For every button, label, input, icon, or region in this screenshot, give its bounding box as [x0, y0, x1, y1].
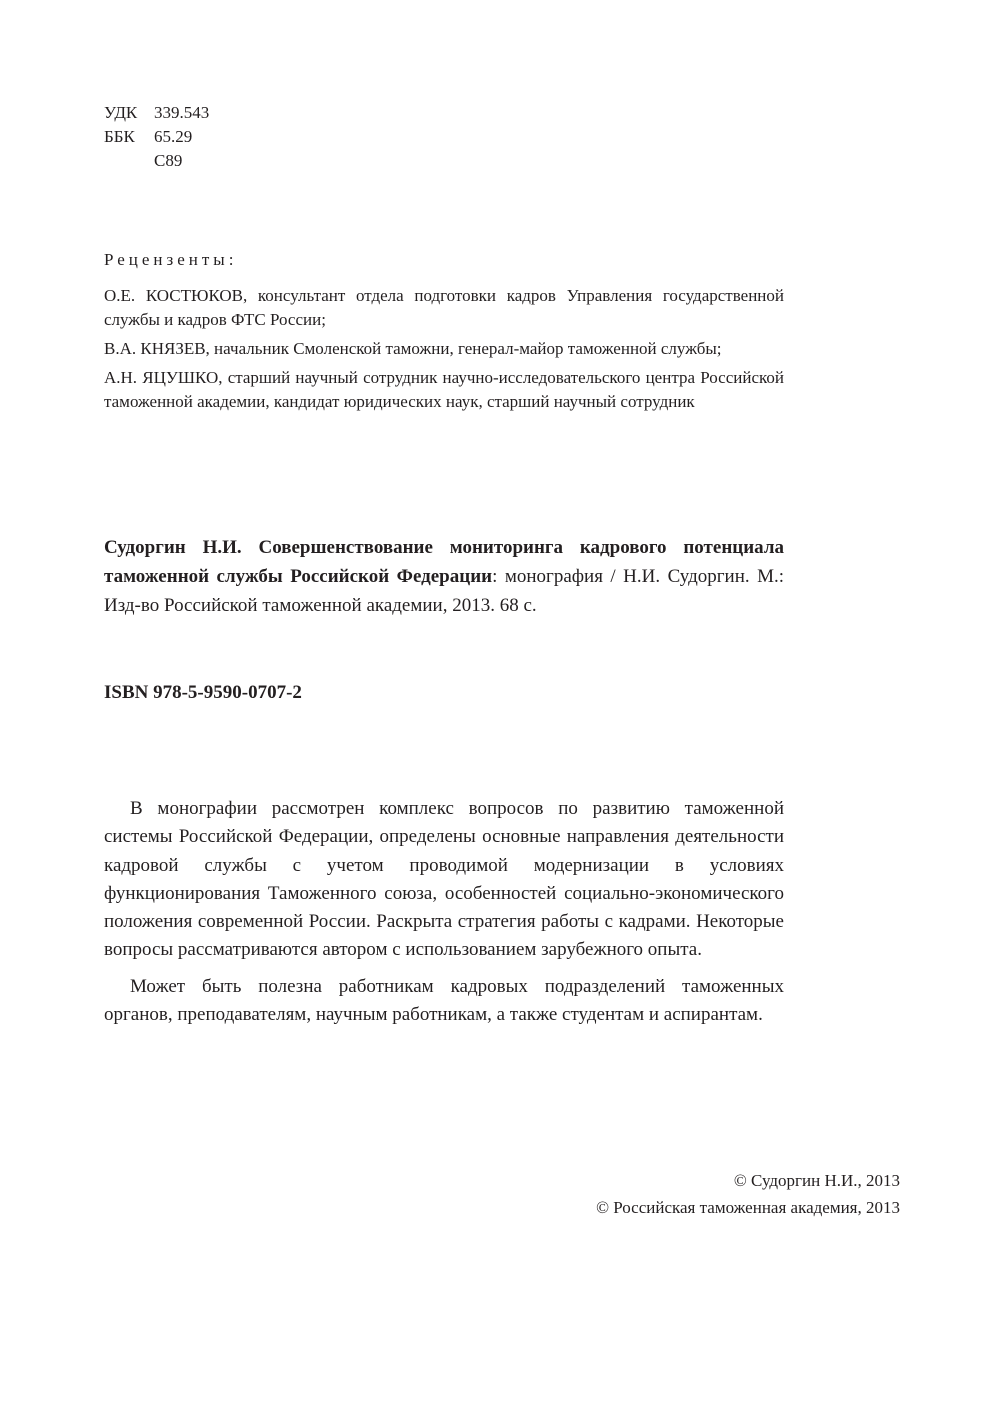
copyright-notice [596, 1167, 900, 1221]
reviewers-section [104, 248, 784, 419]
abstract-paragraph: В монографии рассмотрен комплекс вопросов по развитию таможенной системы Российской Федерации, определены основные направления деятельности кадровой службы с учетом проводимой модернизации в условиях функционирования Таможенного союза, особенностей социально-экономического положения современной России. Раскрыта стратегия работы с кадрами. Некоторые вопросы рассматриваются автором с использованием зарубежного опыта. [104, 798, 784, 961]
udk-label: УДК [104, 103, 138, 122]
bbk-label: ББК [104, 127, 135, 146]
bbk-value: 65.29 [154, 127, 193, 146]
abstract [104, 795, 784, 1037]
author-mark: С89 [154, 151, 183, 170]
reviewers-title: Рецензенты: [104, 250, 238, 269]
udk-value: 339.543 [154, 103, 210, 122]
reviewer-item: О.Е. КОСТЮКОВ, консультант отдела подготовки кадров Управления государственной службы и кадров ФТС России; [104, 286, 784, 329]
udk-row [104, 101, 784, 125]
book-title: Судоргин Н.И. Совершенствование мониторинга кадрового потенциала таможенной службы Российской Федерации [104, 537, 784, 587]
abstract-paragraph: Может быть полезна работникам кадровых подразделений таможенных органов, преподавателям, научным работникам, а также студентам и аспирантам. [104, 975, 784, 1026]
bibliographic-details: : монография / Н.И. Судоргин. М.: Изд-во Российской таможенной академии, 2013. 68 с. [104, 566, 784, 616]
reviewer-item: В.А. КНЯЗЕВ, начальник Смоленской таможни, генерал-майор таможенной службы; [104, 339, 722, 358]
copyright-publisher: © Российская таможенная академия, 2013 [596, 1198, 900, 1217]
bbk-row [104, 125, 784, 149]
copyright-author: © Судоргин Н.И., 2013 [733, 1171, 900, 1190]
classification-codes [104, 101, 784, 173]
reviewer-item: А.Н. ЯЦУШКО, старший научный сотрудник научно-исследовательского центра Российской таможенной академии, кандидат юридических наук, старший научный сотрудник [104, 368, 784, 411]
isbn: ISBN 978-5-9590-0707-2 [104, 682, 302, 703]
bibliographic-description [104, 533, 784, 620]
author-mark-row [104, 149, 784, 173]
